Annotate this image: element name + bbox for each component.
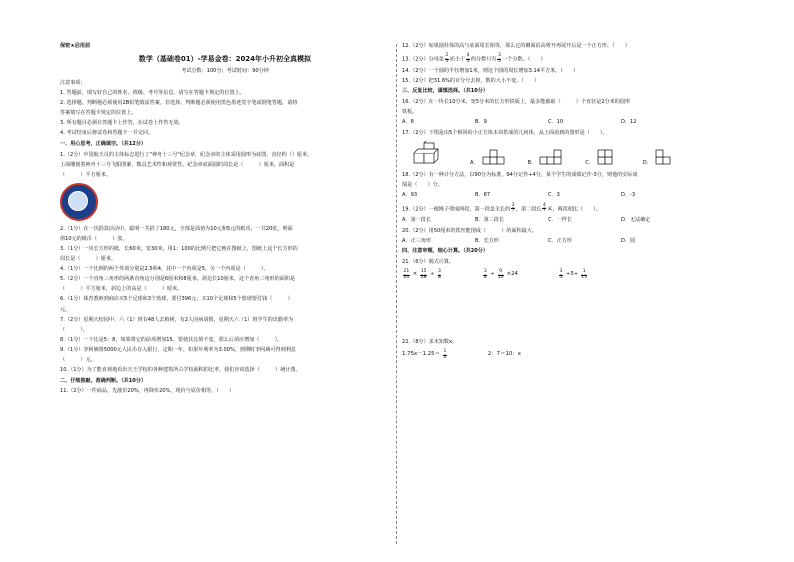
section-4-title: 四、注意审题，细心计算。（共20分） (402, 248, 489, 255)
question-1: 上面雕刻着神舟十三号飞船图案，镌具艺术性和观赏性。纪念章底面圆的周长是（ ）厘米，面积是 (60, 161, 295, 168)
question-2: 值10元的纸币（ ）张。 (60, 235, 128, 242)
option-d[interactable]: D．无法确定 (621, 217, 651, 224)
question-14: 14.（2分）一个圆的半径增加1米，则这个圆的周长增加3.14平方米。（ ） (402, 67, 579, 74)
question-12: 12.（2分）如果圆柱体的高与底面周长相等，那么它的侧面沿高剪开再展开后是一个正方形。（ ） (402, 43, 630, 49)
option-d[interactable]: D．-3 (621, 191, 636, 198)
option-a[interactable]: A．正三角形 (402, 237, 431, 244)
option-b[interactable]: B．87 (475, 191, 491, 198)
cube-figures (412, 141, 734, 167)
section-3-title: 三、反复比较，谨慎选择。（共10分） (402, 88, 489, 95)
page-title: 数学（基础卷01）-学易金卷：2024年小升初全真模拟 (138, 54, 312, 63)
column-divider (396, 44, 397, 544)
question-8: 8.（1分）一个比是5：8，如果将它的前项增加15，要使其比值不变，那么后项应增加（ ）。 (60, 336, 283, 343)
note-item: 4. 考试结束后将试卷和答题卡一并交回。 (60, 130, 154, 137)
cube-stack-figure (412, 141, 448, 167)
equation-1: 1.75x－1.25＝ $\frac{1}{2}$ (402, 349, 447, 360)
question-22: 22.（8分）求未知数x。 (402, 339, 458, 345)
top-view-c (597, 147, 621, 167)
question-9: 9.（1分）李阿姨将5000元人民币存入银行，定期一年，如果年利率为3.00%，到期时李阿姨可得到利息 (60, 346, 296, 353)
question-1: （ ）平方厘米。 (60, 171, 111, 178)
question-11: 11.（2分）一件商品，先涨价20%，再降价20%，现价与原价相等。（ ） (60, 388, 235, 395)
option-a[interactable]: A．93 (402, 191, 418, 198)
secret-label: 保密★启用前 (60, 43, 91, 49)
question-18-options (402, 193, 734, 199)
option-c-figure[interactable]: C． (585, 141, 621, 167)
question-19-options (402, 218, 734, 224)
fraction-4-7: $\frac{4}{7}$ (542, 202, 546, 214)
question-16-options (402, 120, 734, 126)
note-item: 答案填写在答题卡规定的位置上。 (60, 110, 137, 117)
fraction-2-5: $\frac{2}{5}$ (445, 53, 449, 64)
option-a-figure[interactable]: A． (470, 141, 506, 167)
option-d[interactable]: D．12 (621, 119, 637, 126)
equation-row (402, 350, 734, 360)
question-18: 绩是（ ）分。 (402, 181, 443, 188)
option-a[interactable]: A．第一段长 (402, 217, 431, 224)
equation-2: 2：7＝10：x (487, 351, 521, 358)
note-item: 1. 答题前，填写好自己的姓名、班级、考号等信息，请写在答题卡规定的位置上。 (60, 89, 245, 96)
option-b-figure[interactable]: B． (528, 141, 564, 167)
question-16: 铁板。 (402, 108, 418, 115)
calculation-row (402, 270, 734, 280)
question-10: 10.（1分）为了能直观地看出天王学校的各种建筑所占学校面积的比率，我们应该选择（ ）统计图。 (60, 367, 301, 374)
question-6: 6.（1分）体育教师到商店买5个足球和3个篮球，要付396元；买10个足球和5个篮球要付钱（ ） (60, 296, 293, 303)
top-view-a (482, 147, 506, 167)
fraction-3-5: $\frac{3}{5}$ (497, 53, 501, 64)
question-19: 19.（2分）一根绳子剪成两段，第一段是全长的 $\frac{3}{7}$ ，第二段长 $\frac{4}{7}$ 米，两段相比（ ）。 (402, 202, 601, 214)
notes-title: 注意事项： (60, 79, 86, 86)
question-13: 13.（2分）分母是 $\frac{2}{5}$ 而小于 $\frac{4}{5}$ 的分数只有 $\frac{3}{5}$ 一个分数。（ ） (402, 53, 546, 64)
question-3: 3.（1分）一块长方形的纸，长60米，宽30米，用1：100的比例尺把它画在图纸上，图纸上这个长方形的 (60, 246, 298, 252)
question-6: 元。 (60, 306, 71, 313)
question-2: 2.（1分）在一次捐款活动中，聪明一共捐了180元，全部是面值为10元和5元的纸币，一共20张，则面 (60, 225, 293, 232)
option-d[interactable]: D．圆 (621, 237, 636, 244)
answer-space (402, 280, 734, 340)
question-1: 1.（2分）中国航天员的主体标志进行了"神舟十三号"纪念章，纪念章的主体采用圆形为底图，直径约（）厘米， (60, 151, 313, 158)
note-item: 3. 所有题目必须在答题卡上作答，在试卷上作答无效。 (60, 120, 184, 127)
top-view-d (655, 147, 679, 167)
question-5: 5.（2分）一个直角三角形的两条直角边分别是6厘米和8厘米，斜边长10厘米，这个直角三角形的面积是 (60, 276, 296, 283)
question-9: （ ）元。 (60, 357, 96, 364)
question-3: 周长是（ ）厘米。 (60, 256, 117, 263)
question-20: 20.（2分）用50厘米的铁丝能围成（ ）的面积最大。 (402, 227, 537, 234)
option-a[interactable]: A．8 (402, 119, 414, 126)
calc-item-1: $\frac{21}{20}$ × $\frac{15}{28}$ ÷ $\frac{3}{8}$ (403, 269, 441, 280)
shenzhou-badge-image (60, 183, 98, 221)
score-time: 考试分数：100分；考试时间：90分钟 (181, 68, 269, 75)
calc-item-2: $\frac{3}{8}$ ÷ $\frac{9}{10}$ ×24 (483, 269, 518, 280)
option-b[interactable]: B．长方形 (475, 237, 499, 244)
note-item: 2. 选择题、判断题必须使用2B铅笔填涂答案，非选择、判断题必须使用黑色墨迹签字笔或钢笔答题，请将 (60, 100, 298, 107)
section-2-title: 二、仔细推敲，准确判断。（共10分） (60, 377, 147, 384)
right-column (402, 44, 734, 360)
question-15: 15.（2分）把31.6%的百分号去掉，数的大小不变。（ ） (402, 77, 540, 84)
option-c[interactable]: C．正方形 (548, 237, 572, 244)
option-c[interactable]: C．10 (548, 119, 564, 126)
question-18: 18.（2分）有一种计分方法，以90分为标准，94分记作+4分，某个学生的成绩记作-3分，则他的实际成 (402, 171, 638, 178)
question-4: 4.（1分）一个比例的两个外项分别是2.5和4，其中一个内项是5，另一个内项是（ ）。 (60, 266, 269, 273)
left-column (60, 44, 390, 399)
option-c[interactable]: C．一样长 (548, 217, 572, 224)
calc-item-3: $\frac{3}{5}$ ÷5÷ $\frac{1}{15}$ (559, 269, 588, 280)
top-view-b (539, 147, 563, 167)
question-7: （ ）。 (60, 326, 89, 333)
option-b[interactable]: B．第二段长 (475, 217, 504, 224)
fraction-4-5: $\frac{4}{5}$ (466, 53, 470, 64)
question-5: （ ）平方厘米，斜边上的高是（ ）厘米。 (60, 286, 183, 293)
fraction-3-7: $\frac{3}{7}$ (511, 202, 515, 214)
option-c[interactable]: C．3 (548, 191, 560, 198)
question-17: 17.（2分）下图是由5个相同的小正方体木块搭成的几何体，从上面看到的图形是（ ）。 (402, 129, 608, 136)
question-21: 21.（6分）脱式计算。 (402, 258, 455, 265)
question-20-options (402, 239, 734, 245)
option-d-figure[interactable]: D． (643, 141, 679, 167)
question-7: 7.（2分）星期天校园中，六（1）班有48人去植树，有2人因病请假，星期天六（1）班学生的出勤率为 (60, 316, 294, 323)
section-1-title: 一、用心思考，正确填空。（共12分） (60, 140, 147, 147)
option-b[interactable]: B．9 (475, 119, 487, 126)
question-16: 16.（2分）在一块长10分米，宽5分米的长方形铁板上，最多能截取（ ）个直径是2分米的圆形 (402, 98, 631, 105)
